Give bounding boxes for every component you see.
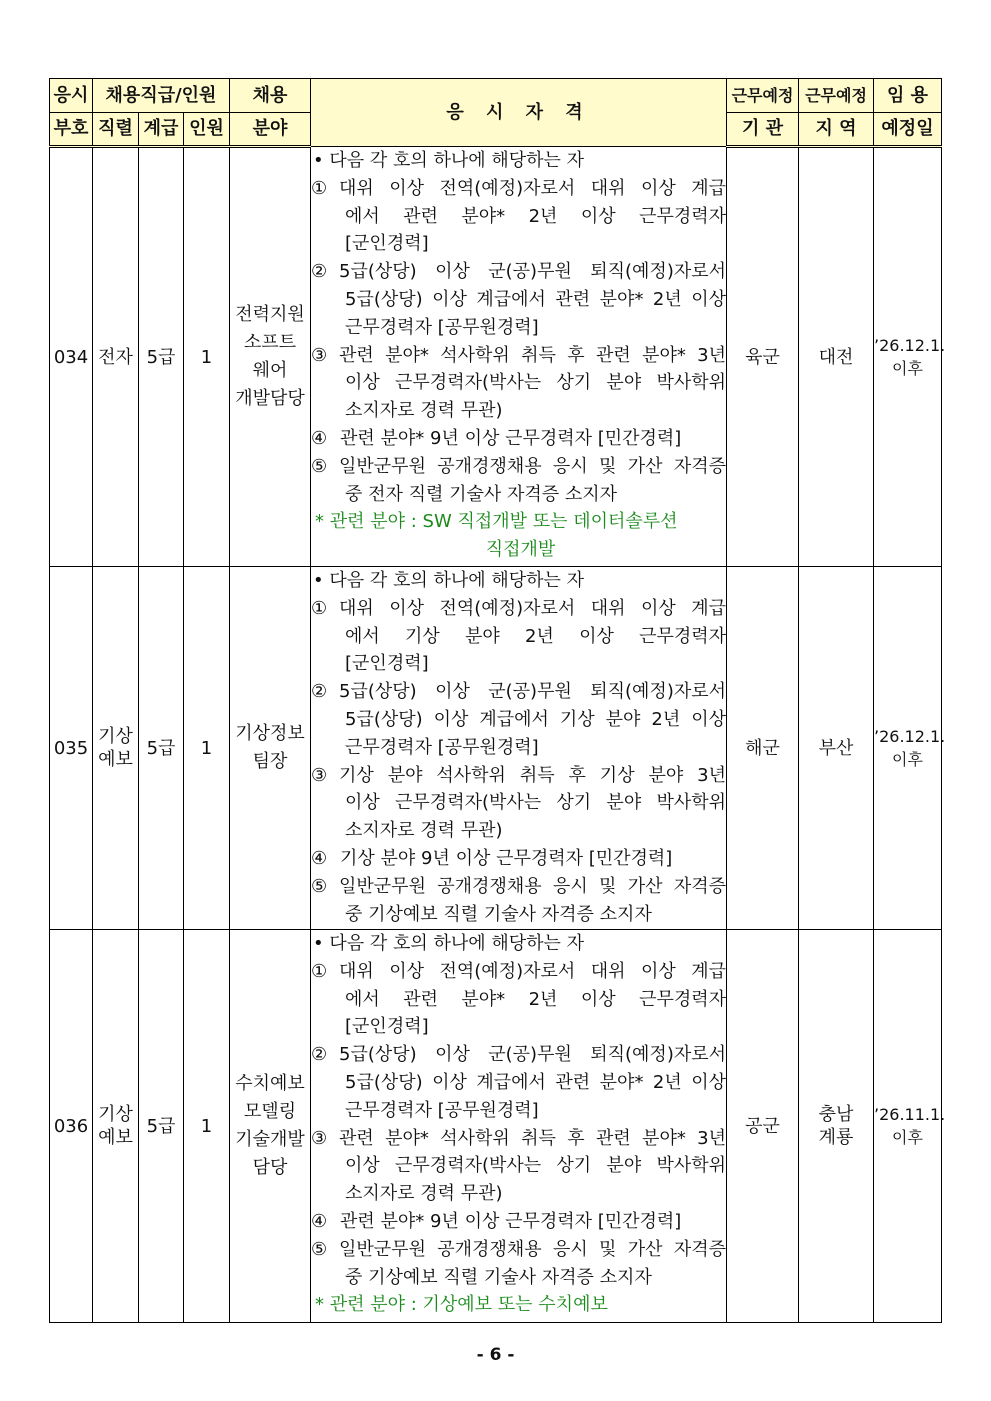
item-text	[339, 1208, 726, 1236]
item-number: ①	[311, 597, 328, 619]
qualification-intro: • 다음 각 호의 하나에 해당하는 자	[313, 933, 585, 954]
item-number: ⑤	[311, 455, 328, 477]
date-cell	[874, 930, 946, 1323]
app-no-cell: 035	[50, 567, 93, 930]
qualification-item	[311, 845, 726, 873]
header-institution-2: 기 관	[727, 113, 799, 147]
qualification-item	[311, 1041, 726, 1124]
field-line: 팀장	[252, 751, 288, 772]
header-field-2: 분야	[230, 113, 311, 147]
item-number: ④	[311, 1210, 328, 1232]
item-text	[339, 1236, 726, 1292]
item-line: 대위 이상 전역(예정)자로서 대위 이상 계급	[339, 177, 727, 199]
item-line: 관련 분야* 석사학위 취득 후 관련 분야* 3년	[339, 1127, 727, 1149]
item-line: [군인경력]	[345, 1016, 429, 1038]
item-line: 관련 분야* 9년 이상 근무경력자 [민간경력]	[340, 427, 682, 449]
date-line: ’26.12.1.	[874, 727, 946, 746]
item-line: 이상 근무경력자(박사는 상기 분야 박사학위	[345, 1155, 727, 1177]
qualification-note	[311, 1291, 726, 1319]
field-line: 전력지원	[235, 304, 305, 325]
qualification-intro: • 다음 각 호의 하나에 해당하는 자	[313, 570, 585, 591]
series-cell-line: 예보	[98, 1127, 133, 1148]
institution-cell: 육군	[727, 147, 799, 567]
date-cell	[874, 147, 946, 567]
note-line: * 관련 분야 : SW 직접개발 또는 데이터솔루션	[315, 511, 678, 533]
qualification-item	[311, 425, 726, 453]
item-line: 에서 관련 분야* 2년 이상 근무경력자	[345, 205, 727, 227]
item-text	[339, 342, 726, 425]
item-line: 이상 근무경력자(박사는 상기 분야 박사학위	[345, 372, 727, 394]
count-cell: 1	[184, 147, 230, 567]
series-cell	[93, 930, 139, 1323]
item-text	[339, 958, 726, 1041]
header-app-no-2: 부호	[50, 113, 93, 147]
date-line: 이후	[892, 750, 923, 769]
region-cell	[799, 147, 874, 567]
header-rank-group: 채용직급/인원	[93, 79, 230, 113]
series-cell-line: 기상	[98, 726, 133, 747]
note-line: 직접개발	[485, 539, 556, 561]
item-line: 에서 기상 분야 2년 이상 근무경력자	[345, 625, 727, 647]
table-row	[50, 567, 942, 930]
field-line: 수치예보	[235, 1073, 305, 1094]
item-line: [군인경력]	[345, 233, 429, 255]
field-line: 기술개발	[235, 1129, 305, 1150]
item-line: 5급(상당) 이상 군(공)무원 퇴직(예정)자로서	[339, 681, 727, 703]
item-line: 에서 관련 분야* 2년 이상 근무경력자	[345, 988, 727, 1010]
series-cell-line: 전자	[98, 346, 133, 368]
item-line: 소지자로 경력 무관)	[345, 400, 503, 422]
item-line: 소지자로 경력 무관)	[345, 1183, 503, 1205]
field-line: 모델링	[243, 1101, 297, 1122]
header-app-no: 응시	[50, 79, 93, 113]
item-line: 일반군무원 공개경쟁채용 응시 및 가산 자격증	[339, 875, 727, 897]
item-line: 관련 분야* 9년 이상 근무경력자 [민간경력]	[340, 1210, 682, 1232]
note-line: * 관련 분야 : 기상예보 또는 수치예보	[315, 1294, 608, 1316]
item-line: 일반군무원 공개경쟁채용 응시 및 가산 자격증	[339, 455, 727, 477]
item-text	[339, 845, 726, 873]
item-text	[339, 762, 726, 845]
qualification-item	[311, 1236, 726, 1292]
qualification-item	[311, 453, 726, 509]
region-cell-line: 충남	[818, 1104, 854, 1125]
series-cell-line: 기상	[98, 1104, 133, 1125]
region-cell	[799, 567, 874, 930]
item-line: 대위 이상 전역(예정)자로서 대위 이상 계급	[339, 960, 727, 982]
grade-cell: 5급	[139, 147, 184, 567]
item-text	[339, 1125, 726, 1208]
item-text	[339, 453, 726, 509]
series-cell-line: 예보	[98, 749, 133, 770]
field-cell	[230, 567, 311, 930]
page-number: - 6 -	[476, 1345, 515, 1365]
item-number: ③	[311, 1127, 328, 1149]
region-cell-line: 대전	[818, 346, 854, 368]
qualification-item	[311, 175, 726, 258]
count-cell: 1	[184, 567, 230, 930]
item-number: ⑤	[311, 1238, 328, 1260]
app-no-cell: 034	[50, 147, 93, 567]
item-line: 관련 분야* 석사학위 취득 후 관련 분야* 3년	[339, 344, 727, 366]
header-date-2: 예정일	[874, 113, 942, 147]
item-line: 근무경력자 [공무원경력]	[345, 316, 539, 338]
item-text	[339, 873, 726, 929]
count-cell: 1	[184, 930, 230, 1323]
institution-cell: 공군	[727, 930, 799, 1323]
region-cell	[799, 930, 874, 1323]
item-line: 일반군무원 공개경쟁채용 응시 및 가산 자격증	[339, 1238, 727, 1260]
item-number: ①	[311, 960, 328, 982]
item-line: [군인경력]	[345, 653, 429, 675]
header-series: 직렬	[93, 113, 139, 147]
item-number: ②	[311, 681, 328, 703]
qualification-item	[311, 342, 726, 425]
series-cell	[93, 567, 139, 930]
item-line: 기상 분야 9년 이상 근무경력자 [민간경력]	[340, 847, 673, 869]
item-line: 5급(상당) 이상 계급에서 기상 분야 2년 이상	[345, 708, 727, 730]
grade-cell: 5급	[139, 567, 184, 930]
header-grade: 계급	[139, 113, 184, 147]
item-text	[339, 175, 726, 258]
date-line: ’26.11.1.	[874, 1105, 946, 1124]
field-line: 기상정보	[235, 723, 305, 744]
field-line: 웨어	[252, 360, 288, 381]
item-line: 대위 이상 전역(예정)자로서 대위 이상 계급	[339, 597, 727, 619]
grade-cell: 5급	[139, 930, 184, 1323]
field-line: 소프트	[243, 332, 297, 353]
header-count: 인원	[184, 113, 230, 147]
region-cell-line: 부산	[818, 737, 854, 759]
item-line: 중 기상예보 직렬 기술사 자격증 소지자	[345, 1266, 652, 1288]
qualification-note	[311, 508, 726, 564]
field-line: 담당	[252, 1157, 288, 1178]
date-line: ’26.12.1.	[874, 336, 946, 355]
header-field: 채용	[230, 79, 311, 113]
qualification-item	[311, 762, 726, 845]
recruitment-table	[49, 78, 946, 1323]
date-line: 이후	[892, 359, 923, 378]
qualification-item	[311, 258, 726, 341]
item-line: 중 기상예보 직렬 기술사 자격증 소지자	[345, 903, 652, 925]
item-text	[339, 1041, 726, 1124]
item-line: 5급(상당) 이상 군(공)무원 퇴직(예정)자로서	[339, 261, 727, 283]
series-cell	[93, 147, 139, 567]
item-text	[339, 425, 726, 453]
item-line: 5급(상당) 이상 군(공)무원 퇴직(예정)자로서	[339, 1044, 727, 1066]
qualification-cell	[311, 147, 727, 567]
item-text	[339, 678, 726, 761]
item-line: 중 전자 직렬 기술사 자격증 소지자	[345, 483, 618, 505]
header-date: 임 용	[874, 79, 942, 113]
item-line: 5급(상당) 이상 계급에서 관련 분야* 2년 이상	[345, 288, 727, 310]
field-line: 개발담당	[235, 388, 305, 409]
header-institution: 근무예정	[727, 79, 799, 113]
item-line: 기상 분야 석사학위 취득 후 기상 분야 3년	[339, 764, 727, 786]
field-cell	[230, 930, 311, 1323]
header-region: 근무예정	[799, 79, 874, 113]
institution-cell: 해군	[727, 567, 799, 930]
item-line: 소지자로 경력 무관)	[345, 820, 503, 842]
qualification-item	[311, 873, 726, 929]
item-number: ⑤	[311, 875, 328, 897]
qualification-item	[311, 1125, 726, 1208]
item-line: 5급(상당) 이상 계급에서 관련 분야* 2년 이상	[345, 1071, 727, 1093]
table-row	[50, 147, 942, 567]
qualification-cell	[311, 567, 727, 930]
region-cell-line: 계룡	[818, 1127, 854, 1148]
item-line: 이상 근무경력자(박사는 상기 분야 박사학위	[345, 792, 727, 814]
qualification-cell	[311, 930, 727, 1323]
item-number: ④	[311, 427, 328, 449]
field-cell	[230, 147, 311, 567]
item-number: ①	[311, 177, 328, 199]
item-line: 근무경력자 [공무원경력]	[345, 736, 539, 758]
app-no-cell: 036	[50, 930, 93, 1323]
header-qualification: 응 시 자 격	[311, 79, 727, 147]
item-number: ③	[311, 344, 328, 366]
date-cell	[874, 567, 946, 930]
qualification-item	[311, 595, 726, 678]
date-line: 이후	[892, 1128, 923, 1147]
qualification-item	[311, 678, 726, 761]
item-number: ②	[311, 261, 328, 283]
table-row	[50, 930, 942, 1323]
item-line: 근무경력자 [공무원경력]	[345, 1099, 539, 1121]
qualification-intro: • 다음 각 호의 하나에 해당하는 자	[313, 150, 585, 171]
header-region-2: 지 역	[799, 113, 874, 147]
item-number: ③	[311, 764, 328, 786]
item-text	[339, 595, 726, 678]
qualification-item	[311, 1208, 726, 1236]
item-number: ②	[311, 1044, 328, 1066]
item-text	[339, 258, 726, 341]
qualification-item	[311, 958, 726, 1041]
item-number: ④	[311, 847, 328, 869]
